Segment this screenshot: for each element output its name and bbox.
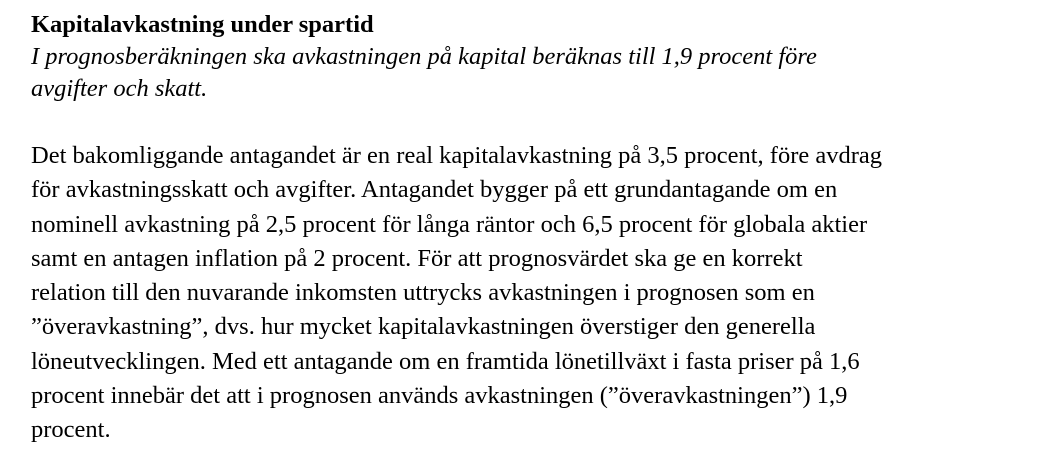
section-heading: Kapitalavkastning under spartid — [31, 11, 374, 38]
body-line: procent innebär det att i prognosen används avkastningen (”överavkastningen”) 1,9 — [31, 382, 848, 410]
body-paragraph — [31, 139, 1046, 448]
lead-line: avgifter och skatt. — [31, 75, 208, 102]
body-line: procent. — [31, 416, 111, 444]
paragraph-gap — [31, 105, 1046, 139]
body-line: ”överavkastning”, dvs. hur mycket kapitalavkastningen överstiger den generella — [31, 313, 816, 341]
body-line: samt en antagen inflation på 2 procent. För att prognosvärdet ska ge en korrekt — [31, 244, 803, 272]
body-line: löneutvecklingen. Med ett antagande om en framtida lönetillväxt i fasta priser på 1,6 — [31, 347, 860, 375]
document-section — [31, 10, 1046, 448]
body-line: Det bakomliggande antagandet är en real kapitalavkastning på 3,5 procent, före avdrag — [31, 142, 883, 169]
body-line: för avkastningsskatt och avgifter. Antagandet bygger på ett grundantagande om en — [31, 176, 838, 204]
lead-paragraph — [31, 41, 1046, 105]
lead-line: I prognosberäkningen ska avkastningen på kapital beräknas till 1,9 procent före — [31, 43, 817, 70]
body-line: nominell avkastning på 2,5 procent för långa räntor och 6,5 procent för globala aktier — [31, 210, 868, 238]
body-line: relation till den nuvarande inkomsten uttrycks avkastningen i prognosen som en — [31, 279, 815, 307]
